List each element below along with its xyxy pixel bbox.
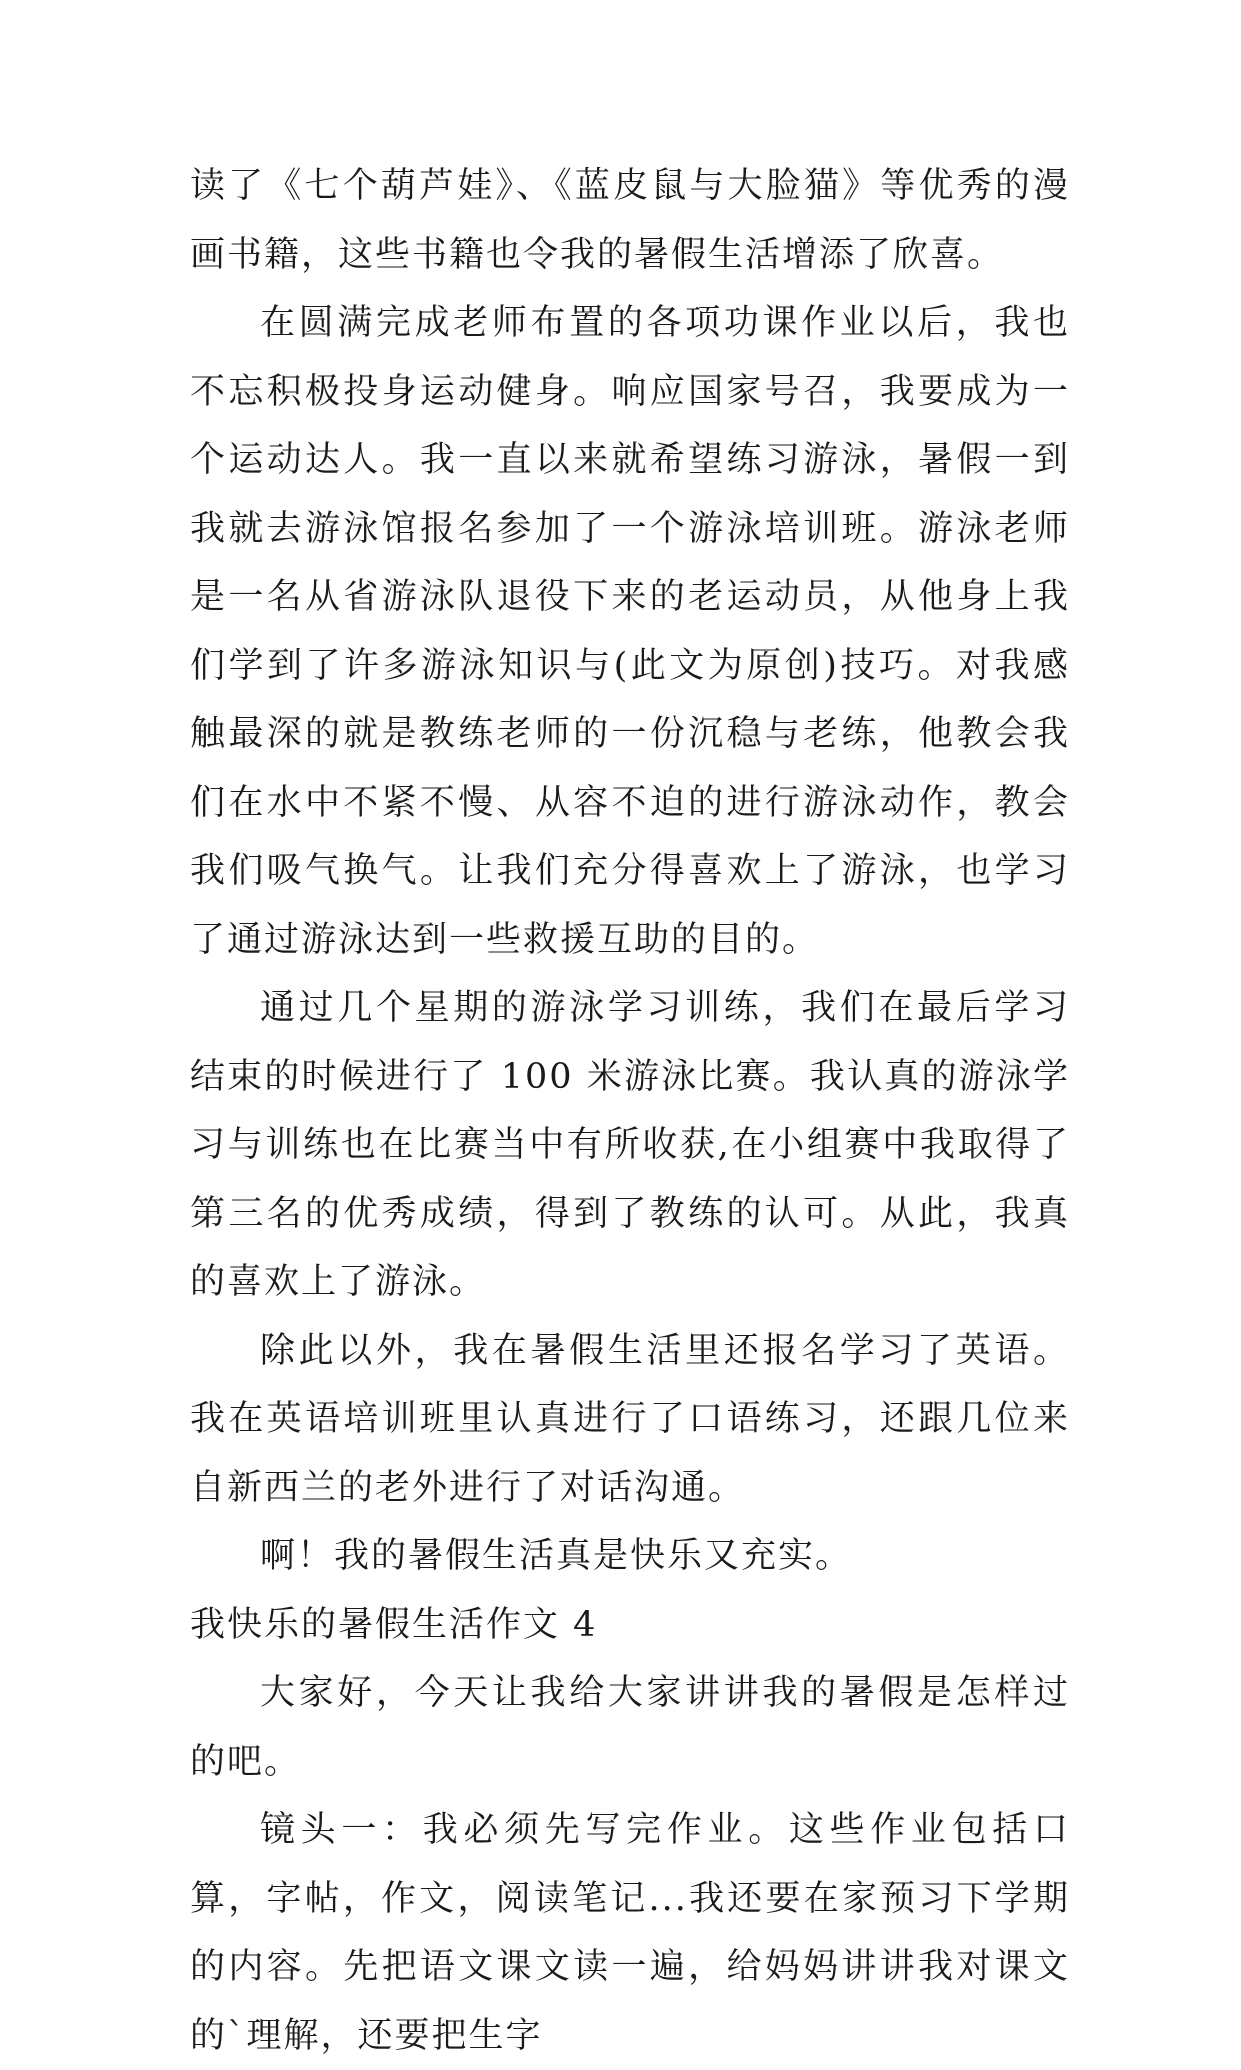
section-heading: 我快乐的暑假生活作文 4 [190, 1604, 598, 1645]
paragraph-3: 通过几个星期的游泳学习训练，我们在最后学习结束的时候进行了 100 米游泳比赛。我认真的游泳学习与训练也在比赛当中有所收获,在小组赛中我取得了第三名的优秀成绩，得到了教练的认可。从此，我真的喜欢上了游泳。 [190, 988, 1070, 1302]
paragraph-7: 镜头一：我必须先写完作业。这些作业包括口算，字帖，作文，阅读笔记...我还要在家预习下学期的内容。先把语文课文读一遍，给妈妈讲讲我对课文的`理解，还要把生字 [190, 1810, 1070, 2056]
document-body [190, 152, 1070, 2070]
paragraph-5: 啊！我的暑假生活真是快乐又充实。 [260, 1536, 853, 1576]
paragraph-1: 读了《七个葫芦娃》、《蓝皮鼠与大脸猫》等优秀的漫画书籍，这些书籍也令我的暑假生活增添了欣喜。 [190, 166, 1070, 275]
paragraph-6: 大家好，今天让我给大家讲讲我的暑假是怎样过的吧。 [190, 1673, 1070, 1782]
paragraph-2: 在圆满完成老师布置的各项功课作业以后，我也不忘积极投身运动健身。响应国家号召，我要成为一个运动达人。我一直以来就希望练习游泳，暑假一到我就去游泳馆报名参加了一个游泳培训班。游泳老师是一名从省游泳队退役下来的老运动员，从他身上我们学到了许多游泳知识与(此文为原创)技巧。对我感触最深的就是教练老师的一份沉稳与老练，他教会我们在水中不紧不慢、从容不迫的进行游泳动作，教会我们吸气换气。让我们充分得喜欢上了游泳，也学习了通过游泳达到一些救援互助的目的。 [190, 303, 1070, 960]
paragraph-4: 除此以外，我在暑假生活里还报名学习了英语。我在英语培训班里认真进行了口语练习，还跟几位来自新西兰的老外进行了对话沟通。 [190, 1330, 1070, 1508]
